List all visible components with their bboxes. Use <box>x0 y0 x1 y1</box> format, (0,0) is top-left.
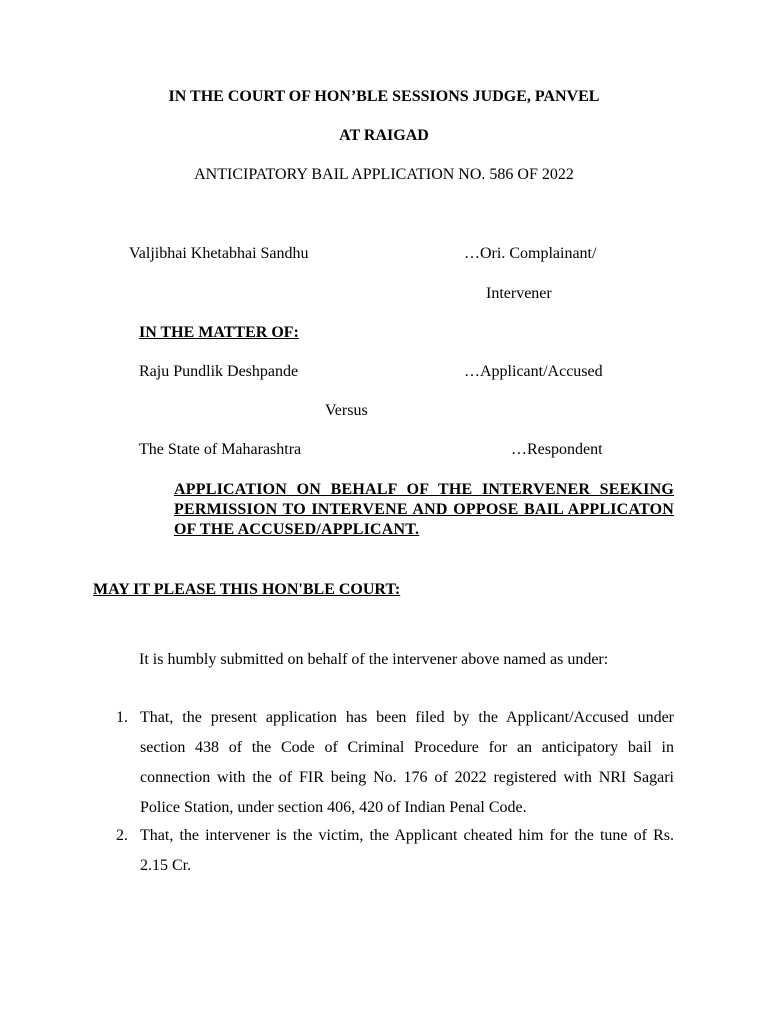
intro-statement: It is humbly submitted on behalf of the intervener above named as under: <box>139 651 609 668</box>
respondent-role: …Respondent <box>511 441 603 458</box>
applicant-role: …Applicant/Accused <box>464 363 603 380</box>
paragraph-number: 2. <box>116 827 128 844</box>
paragraph-text: That, the present application has been filed by the Applicant/Accused under section 438 of the Code of Criminal Procedure for an anticipatory bail in connection with the of FIR being No. 176 of 2022 registered with NRI Sagari Police Station, under section 406, 420 of Indian Penal Code. <box>140 709 674 816</box>
case-number-heading: ANTICIPATORY BAIL APPLICATION NO. 586 OF 2022 <box>194 166 574 183</box>
paragraph-text: That, the intervener is the victim, the Applicant cheated him for the tune of Rs. 2.15 Cr. <box>140 827 674 874</box>
respondent-name: The State of Maharashtra <box>139 441 302 458</box>
complainant-name: Valjibhai Khetabhai Sandhu <box>129 245 309 262</box>
complainant-role-continued: Intervener <box>486 285 552 302</box>
application-title: APPLICATION ON BEHALF OF THE INTERVENER SEEKING PERMISSION TO INTERVENE AND OPPOSE BAIL APPLICATON OF THE ACCUSED/APPLICANT. <box>174 481 674 538</box>
court-address: MAY IT PLEASE THIS HON'BLE COURT: <box>93 581 401 598</box>
complainant-role: …Ori. Complainant/ <box>464 245 597 262</box>
applicant-name: Raju Pundlik Deshpande <box>139 363 299 380</box>
versus-label: Versus <box>325 402 368 419</box>
matter-label: IN THE MATTER OF: <box>139 324 299 341</box>
place-heading: AT RAIGAD <box>339 127 429 144</box>
court-heading: IN THE COURT OF HON’BLE SESSIONS JUDGE, PANVEL <box>168 88 600 105</box>
paragraph-number: 1. <box>116 709 128 726</box>
